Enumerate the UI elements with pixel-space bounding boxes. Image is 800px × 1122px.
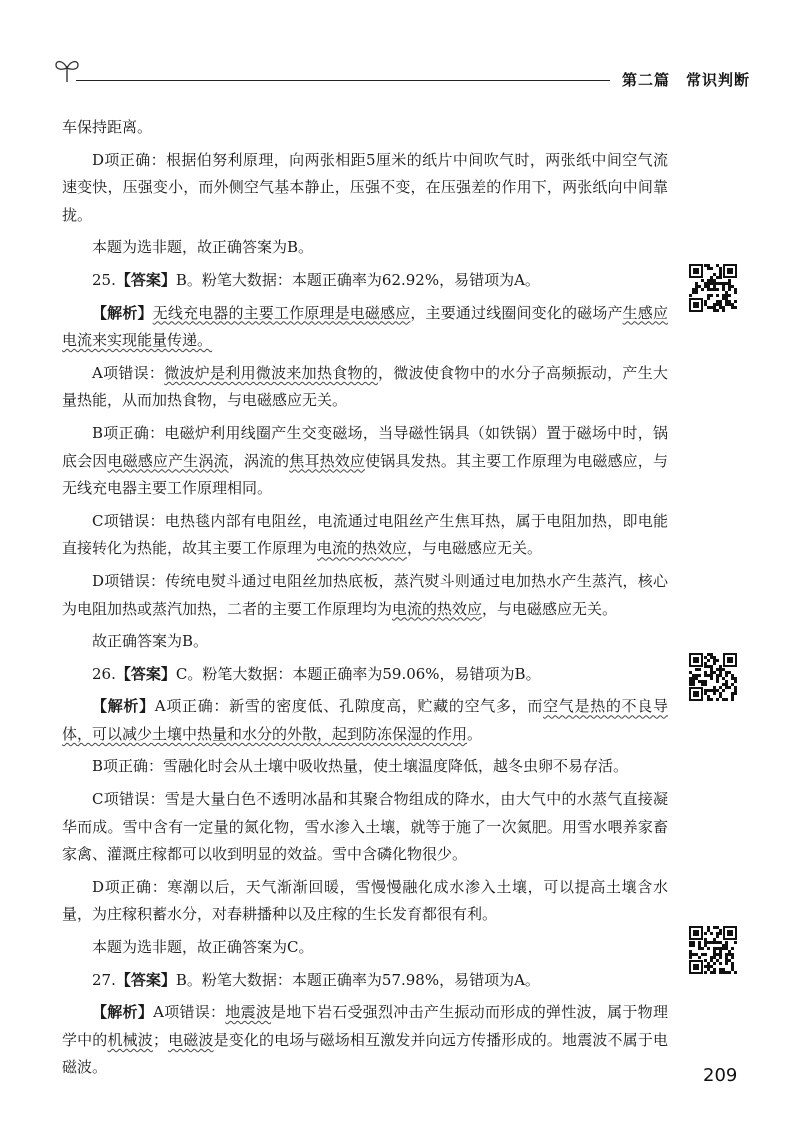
analysis-tag: 【解析】 — [92, 697, 155, 716]
analysis-27 — [62, 999, 668, 1082]
underlined-text: 电磁波 — [167, 1030, 214, 1049]
option-d-25 — [62, 568, 668, 623]
answer-line-27 — [62, 967, 668, 995]
section-title: 第二篇 常识判断 — [622, 71, 751, 89]
paragraph: D项正确：寒潮以后，天气渐渐回暖，雪慢慢融化成水渗入土壤，可以提高土壤含水量，为庄稼积蓄水分，对春耕播种以及庄稼的生长发育都很有利。 — [62, 877, 668, 924]
text: A项错误： — [92, 363, 165, 382]
answer-text: C。粉笔大数据：本题正确率为59.06%，易错项为B。 — [175, 664, 541, 683]
underlined-text: 机械波 — [107, 1030, 153, 1049]
answer-line-26 — [62, 661, 668, 689]
text: 使锅具发热。其主要工作原理为电磁感应，与无线充电器主要工作原理相同。 — [62, 451, 668, 498]
text: D项错误：传统电熨斗通过电阻丝加热底板，蒸汽熨斗则通过电加热水产生蒸汽，核心为电阻加热或蒸汽加热，二者的主要工作原理均为 — [62, 571, 668, 618]
question-number: 26. — [92, 664, 116, 683]
option-c-25 — [62, 508, 668, 563]
underlined-text: 电流的热效应 — [392, 599, 483, 618]
underlined-text: 电流的热效应 — [317, 539, 408, 558]
option-b-25 — [62, 420, 668, 503]
paragraph: B项正确：雪融化时会从土壤中吸收热量，使土壤温度降低，越冬虫卵不易存活。 — [92, 757, 629, 776]
underlined-text: 无线充电器的主要工作原理是电磁感应 — [152, 303, 411, 322]
text: ，与电磁感应无关。 — [407, 539, 543, 558]
header-rule — [76, 80, 610, 81]
question-number: 25. — [92, 270, 116, 289]
underlined-text: 地震波 — [225, 1003, 272, 1022]
analysis-25 — [62, 300, 668, 355]
option-a-25 — [62, 360, 668, 415]
text: A项正确：新雪的密度低、孔隙度高，贮藏的空气多，而 — [154, 697, 544, 716]
page-header — [0, 0, 800, 100]
paragraph: 故正确答案为B。 — [92, 632, 209, 651]
text: 是变化的电场与磁场相互激发并向远方传播形成的。地震波不属于电磁波。 — [62, 1030, 668, 1077]
qr-code-icon[interactable] — [688, 652, 738, 702]
text: B项正确：电磁炉利用线圈产生交变磁场，当导磁性锅具（如铁锅）置于磁场中时，锅底会因 — [62, 423, 668, 470]
underlined-text: 生感应电流来实现能量传递。 — [62, 303, 668, 350]
answer-tag: 【答案】 — [115, 970, 176, 989]
page-number: 209 — [703, 1065, 738, 1086]
paragraph: 本题为选非题，故正确答案为C。 — [92, 938, 314, 957]
text: ； — [152, 1030, 168, 1049]
text: 是地下岩石受强烈冲击产生振动而形成的弹性波，属于物理学中的 — [62, 1003, 668, 1049]
paragraph: C项错误：雪是大量白色不透明冰晶和其聚合物组成的降水，由大气中的水蒸气直接凝华而成。雪中含有一定量的氮化物，雪水渗入土壤，就等于施了一次氮肥。用雪水喂养家畜家禽、灌溉庄稼都可以收到明显的效益。雪中含磷化物很少。 — [62, 790, 668, 864]
question-number: 27. — [92, 970, 116, 989]
answer-tag: 【答案】 — [115, 664, 176, 683]
paragraph: 车保持距离。 — [62, 118, 153, 136]
text: A项错误： — [153, 1003, 226, 1022]
text: ，与电磁感应无关。 — [482, 599, 618, 618]
qr-code-icon[interactable] — [688, 263, 738, 313]
analysis-26 — [62, 693, 668, 748]
underlined-text: 微波炉是利用微波来加热食物的 — [164, 363, 379, 382]
paragraph: D项正确：根据伯努利原理，向两张相距5厘米的纸片中间吹气时，两张纸中间空气流速变快，压强变小，而外侧空气基本静止，压强不变，在压强差的作用下，两张纸向中间靠拢。 — [62, 150, 668, 224]
underlined-text: 电磁感应产生涡流 — [107, 451, 229, 470]
text: 。 — [467, 724, 483, 743]
text: ，涡流的 — [228, 451, 290, 470]
qr-code-icon[interactable] — [688, 925, 738, 975]
analysis-tag: 【解析】 — [92, 1003, 154, 1022]
answer-tag: 【答案】 — [115, 270, 176, 289]
analysis-tag: 【解析】 — [92, 303, 153, 322]
text: ，微波使食物中的水分子高频振动，产生大量热能，从而加热食物，与电磁感应无关。 — [62, 363, 668, 410]
paragraph: 本题为选非题，故正确答案为B。 — [92, 238, 314, 257]
page-body — [62, 114, 668, 1087]
answer-line-25 — [62, 267, 668, 295]
text: ，主要通过线圈间变化的磁场产 — [410, 303, 623, 322]
answer-text: B。粉笔大数据：本题正确率为57.98%，易错项为A。 — [175, 970, 540, 989]
answer-text: B。粉笔大数据：本题正确率为62.92%，易错项为A。 — [175, 270, 540, 289]
underlined-text: 焦耳热效应 — [289, 451, 366, 470]
text: C项错误：电热毯内部有电阻丝，电流通过电阻丝产生焦耳热，属于电阻加热，即电能直接转化为热能，故其主要工作原理为 — [62, 511, 668, 558]
underlined-text: 空气是热的不良导体，可以减少土壤中热量和水分的外散，起到防冻保湿的作用 — [62, 697, 668, 743]
